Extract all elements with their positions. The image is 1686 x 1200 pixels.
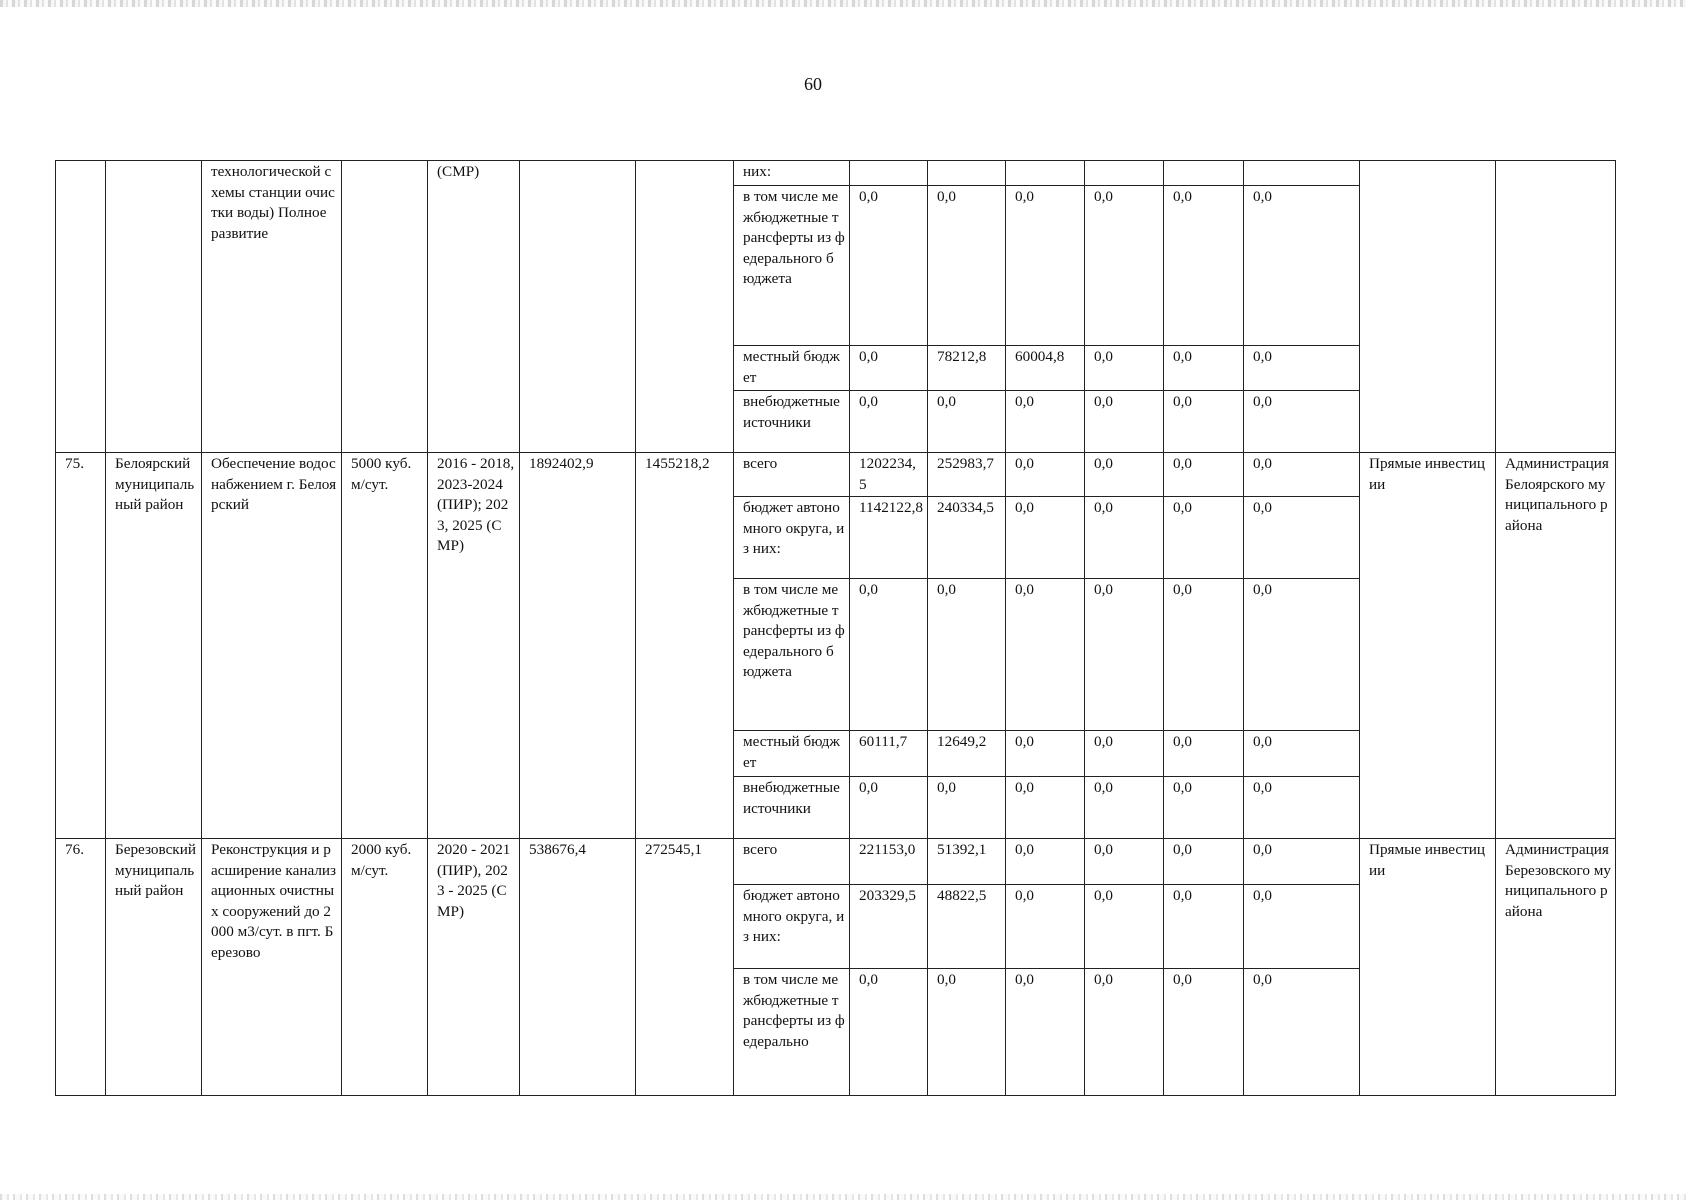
- remaining-cost-cell: [636, 161, 734, 453]
- years-cell: (СМР): [428, 161, 520, 453]
- investment-form-cell: [1360, 161, 1496, 453]
- amount-cell: 0,0: [1164, 453, 1244, 497]
- amount-cell: 0,0: [850, 777, 928, 839]
- amount-cell: 0,0: [1244, 346, 1360, 391]
- remaining-cost-cell: 272545,1: [636, 839, 734, 1096]
- district-cell: [106, 161, 202, 453]
- amount-cell: 0,0: [1006, 579, 1085, 731]
- amount-cell: 0,0: [1164, 186, 1244, 346]
- amount-cell: 0,0: [850, 186, 928, 346]
- amount-cell: 0,0: [1164, 839, 1244, 885]
- amount-cell: 0,0: [1006, 731, 1085, 777]
- investment-form-cell: Прямые инвестиции: [1360, 839, 1496, 1096]
- amount-cell: 0,0: [928, 777, 1006, 839]
- funding-source-cell: них:: [734, 161, 850, 186]
- amount-cell: 0,0: [1085, 969, 1164, 1096]
- row-number: [56, 161, 106, 453]
- amount-cell: 0,0: [850, 391, 928, 453]
- customer-cell: [1496, 161, 1616, 453]
- amount-cell: 0,0: [1164, 497, 1244, 579]
- scan-edge-top: [0, 0, 1686, 7]
- capacity-cell: [342, 161, 428, 453]
- amount-cell: 12649,2: [928, 731, 1006, 777]
- amount-cell: 0,0: [928, 186, 1006, 346]
- funding-source-cell: всего: [734, 839, 850, 885]
- amount-cell: 51392,1: [928, 839, 1006, 885]
- funding-source-cell: местный бюджет: [734, 346, 850, 391]
- amount-cell: 0,0: [1244, 579, 1360, 731]
- funding-source-cell: в том числе межбюджетные трансферты из федерального бюджета: [734, 579, 850, 731]
- row-number: 76.: [56, 839, 106, 1096]
- object-name-cell: технологической схемы станции очистки воды) Полное развитие: [202, 161, 342, 453]
- investment-form-cell: Прямые инвестиции: [1360, 453, 1496, 839]
- years-cell: 2020 - 2021 (ПИР), 2023 - 2025 (СМР): [428, 839, 520, 1096]
- amount-cell: [1164, 161, 1244, 186]
- amount-cell: 0,0: [1164, 346, 1244, 391]
- investment-table: [55, 160, 1616, 1096]
- amount-cell: 0,0: [1006, 969, 1085, 1096]
- amount-cell: 0,0: [1244, 186, 1360, 346]
- amount-cell: 0,0: [1006, 885, 1085, 969]
- amount-cell: 60004,8: [1006, 346, 1085, 391]
- object-name-cell: Обеспечение водоснабжением г. Белоярский: [202, 453, 342, 839]
- scan-edge-bottom: [0, 1194, 1686, 1200]
- amount-cell: 0,0: [1244, 391, 1360, 453]
- amount-cell: 0,0: [850, 969, 928, 1096]
- amount-cell: 0,0: [1085, 186, 1164, 346]
- amount-cell: 0,0: [1085, 579, 1164, 731]
- funding-source-cell: бюджет автономного округа, из них:: [734, 497, 850, 579]
- funding-source-cell: в том числе межбюджетные трансферты из федерального бюджета: [734, 186, 850, 346]
- amount-cell: 203329,5: [850, 885, 928, 969]
- funding-source-cell: в том числе межбюджетные трансферты из федерально: [734, 969, 850, 1096]
- amount-cell: 240334,5: [928, 497, 1006, 579]
- amount-cell: 0,0: [1085, 777, 1164, 839]
- capacity-cell: 5000 куб. м/сут.: [342, 453, 428, 839]
- amount-cell: 0,0: [928, 579, 1006, 731]
- total-cost-cell: 538676,4: [520, 839, 636, 1096]
- amount-cell: 0,0: [1244, 839, 1360, 885]
- amount-cell: 0,0: [1244, 731, 1360, 777]
- amount-cell: 0,0: [1085, 839, 1164, 885]
- amount-cell: 0,0: [1006, 186, 1085, 346]
- amount-cell: 60111,7: [850, 731, 928, 777]
- amount-cell: 0,0: [1164, 969, 1244, 1096]
- amount-cell: 0,0: [1006, 777, 1085, 839]
- district-cell: Березовский муниципальный район: [106, 839, 202, 1096]
- amount-cell: 0,0: [1244, 777, 1360, 839]
- years-cell: 2016 - 2018, 2023-2024 (ПИР); 2023, 2025 (СМР): [428, 453, 520, 839]
- amount-cell: 0,0: [1244, 885, 1360, 969]
- funding-source-cell: бюджет автономного округа, из них:: [734, 885, 850, 969]
- page-number: 60: [804, 74, 822, 94]
- amount-cell: 78212,8: [928, 346, 1006, 391]
- amount-cell: [1006, 161, 1085, 186]
- amount-cell: 0,0: [1085, 391, 1164, 453]
- amount-cell: 0,0: [850, 346, 928, 391]
- table-row: [56, 839, 1616, 885]
- amount-cell: 1142122,8: [850, 497, 928, 579]
- amount-cell: 0,0: [1164, 885, 1244, 969]
- capacity-cell: 2000 куб. м/сут.: [342, 839, 428, 1096]
- amount-cell: 0,0: [1085, 885, 1164, 969]
- object-name-cell: Реконструкция и расширение канализационных очистных сооружений до 2000 м3/сут. в пгт. Березово: [202, 839, 342, 1096]
- funding-source-cell: всего: [734, 453, 850, 497]
- amount-cell: 0,0: [1085, 731, 1164, 777]
- amount-cell: [928, 161, 1006, 186]
- amount-cell: [1244, 161, 1360, 186]
- amount-cell: 1202234,5: [850, 453, 928, 497]
- table-row: [56, 161, 1616, 186]
- total-cost-cell: 1892402,9: [520, 453, 636, 839]
- amount-cell: 0,0: [1085, 346, 1164, 391]
- customer-cell: Администрация Березовского муниципального района: [1496, 839, 1616, 1096]
- funding-source-cell: местный бюджет: [734, 731, 850, 777]
- amount-cell: 0,0: [1164, 391, 1244, 453]
- amount-cell: 252983,7: [928, 453, 1006, 497]
- amount-cell: 0,0: [1244, 497, 1360, 579]
- amount-cell: [850, 161, 928, 186]
- amount-cell: 0,0: [1244, 969, 1360, 1096]
- district-cell: Белоярский муниципальный район: [106, 453, 202, 839]
- amount-cell: 0,0: [1164, 579, 1244, 731]
- amount-cell: 0,0: [1244, 453, 1360, 497]
- amount-cell: 0,0: [1164, 777, 1244, 839]
- amount-cell: 0,0: [1164, 731, 1244, 777]
- amount-cell: [1085, 161, 1164, 186]
- table-row: [56, 453, 1616, 497]
- amount-cell: 0,0: [928, 391, 1006, 453]
- amount-cell: 0,0: [1085, 497, 1164, 579]
- amount-cell: 0,0: [928, 969, 1006, 1096]
- amount-cell: 0,0: [1006, 497, 1085, 579]
- row-number: 75.: [56, 453, 106, 839]
- amount-cell: 221153,0: [850, 839, 928, 885]
- amount-cell: 0,0: [1085, 453, 1164, 497]
- amount-cell: 0,0: [1006, 453, 1085, 497]
- total-cost-cell: [520, 161, 636, 453]
- funding-source-cell: внебюджетные источники: [734, 777, 850, 839]
- remaining-cost-cell: 1455218,2: [636, 453, 734, 839]
- amount-cell: 0,0: [1006, 391, 1085, 453]
- funding-source-cell: внебюджетные источники: [734, 391, 850, 453]
- amount-cell: 48822,5: [928, 885, 1006, 969]
- customer-cell: Администрация Белоярского муниципального района: [1496, 453, 1616, 839]
- amount-cell: 0,0: [850, 579, 928, 731]
- amount-cell: 0,0: [1006, 839, 1085, 885]
